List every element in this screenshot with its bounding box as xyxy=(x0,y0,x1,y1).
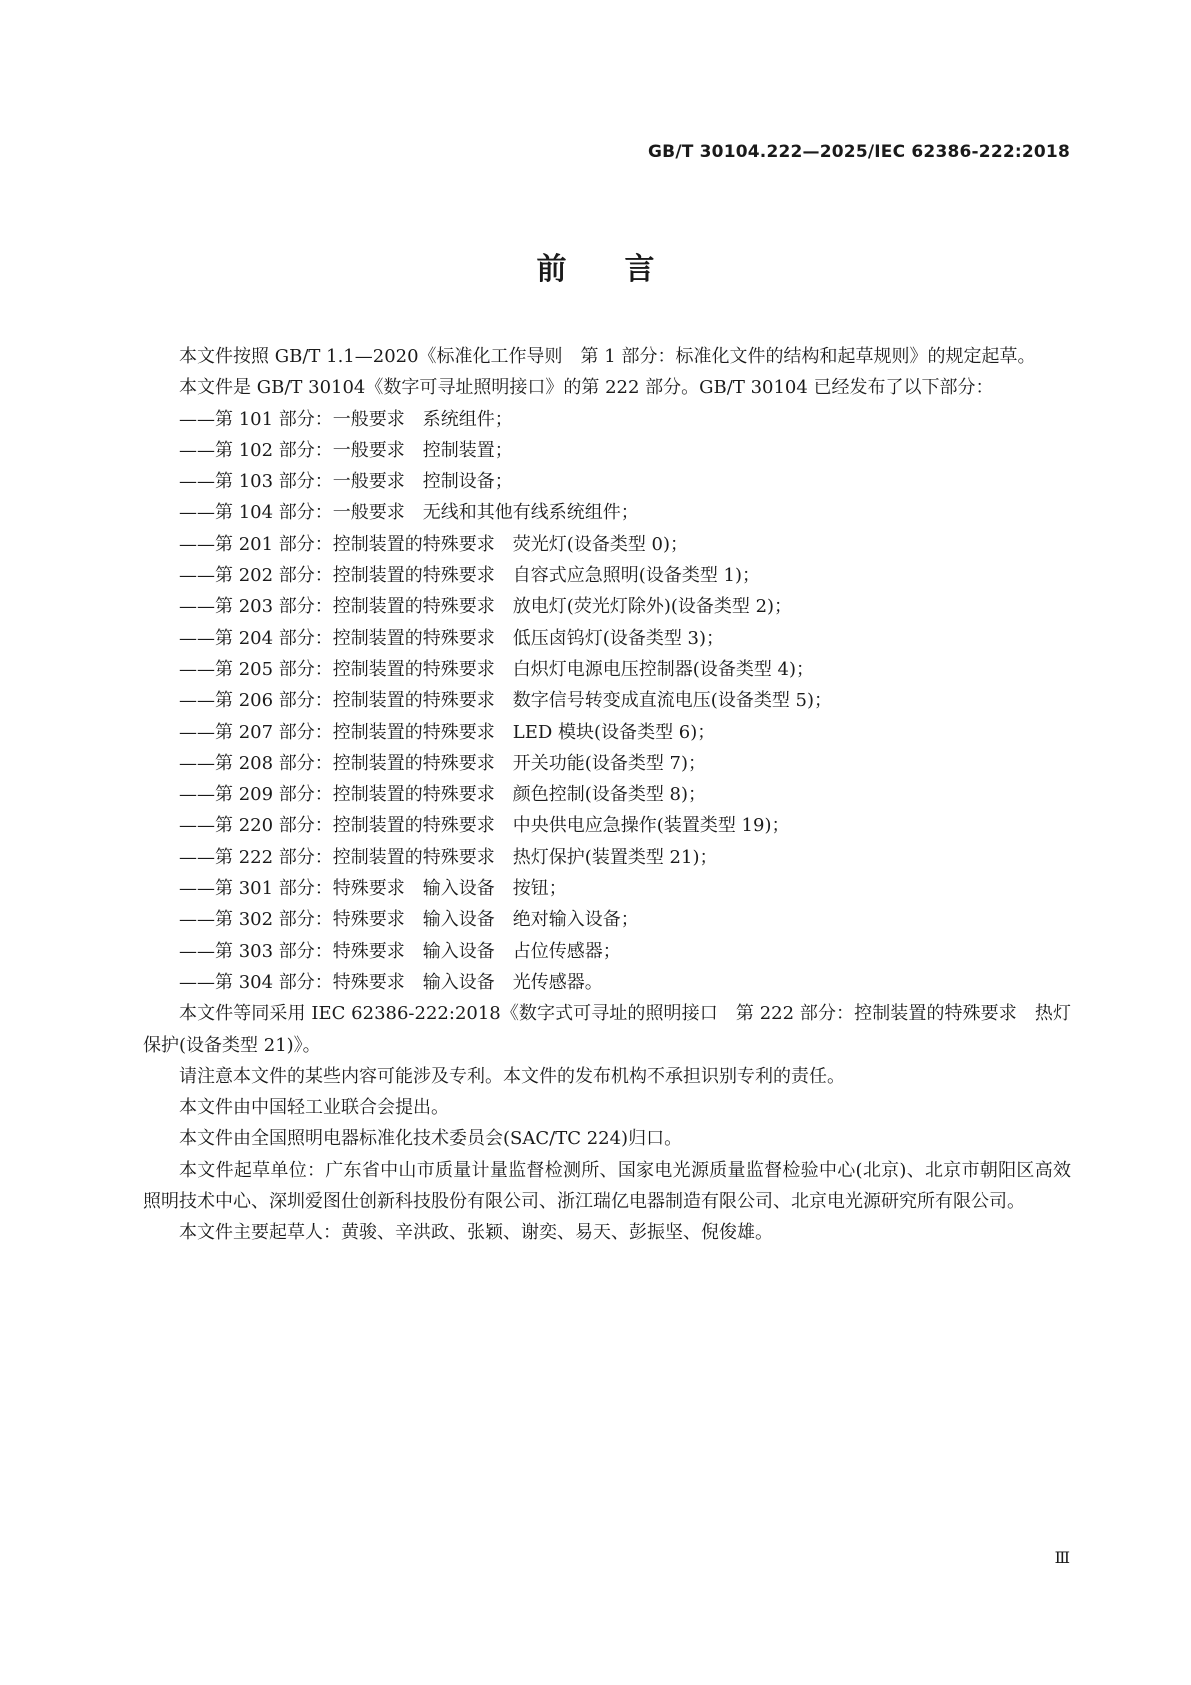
list-item: ——第 102 部分：一般要求 控制装置； xyxy=(179,439,513,461)
list-item: ——第 202 部分：控制装置的特殊要求 自容式应急照明(设备类型 1)； xyxy=(179,565,761,587)
foreword-body xyxy=(143,341,1071,1249)
list-item: ——第 206 部分：控制装置的特殊要求 数字信号转变成直流电压(设备类型 5)； xyxy=(179,690,833,712)
drafting-units-paragraph: 本文件起草单位：广东省中山市质量计量监督检测所、国家电光源质量监督检验中心(北京)、北京市朝阳区高效照明技术中心、深圳爱图仕创新科技股份有限公司、浙江瑞亿电器制造有限公司、北京电光源研究所有限公司。 xyxy=(143,1159,1071,1213)
page-title: 前言 xyxy=(536,252,713,287)
list-item: ——第 301 部分：特殊要求 输入设备 按钮； xyxy=(179,878,567,900)
list-item: ——第 104 部分：一般要求 无线和其他有线系统组件； xyxy=(179,502,639,524)
list-item: ——第 207 部分：控制装置的特殊要求 LED 模块(设备类型 6)； xyxy=(179,721,716,743)
drafters-paragraph: 本文件主要起草人：黄骏、辛洪政、张颖、谢奕、易天、彭振坚、倪俊雄。 xyxy=(179,1222,773,1244)
list-item: ——第 201 部分：控制装置的特殊要求 荧光灯(设备类型 0)； xyxy=(179,533,689,555)
list-item: ——第 302 部分：特殊要求 输入设备 绝对输入设备； xyxy=(179,909,639,931)
list-item: ——第 101 部分：一般要求 系统组件； xyxy=(179,408,513,430)
proposer-paragraph: 本文件由中国轻工业联合会提出。 xyxy=(179,1097,449,1119)
page-number: Ⅲ xyxy=(1054,1548,1070,1567)
list-item: ——第 303 部分：特殊要求 输入设备 占位传感器； xyxy=(179,940,621,962)
patent-notice: 请注意本文件的某些内容可能涉及专利。本文件的发布机构不承担识别专利的责任。 xyxy=(179,1065,845,1087)
list-item: ——第 205 部分：控制装置的特殊要求 白炽灯电源电压控制器(设备类型 4)； xyxy=(179,658,815,680)
list-item: ——第 208 部分：控制装置的特殊要求 开关功能(设备类型 7)； xyxy=(179,752,707,774)
list-item: ——第 203 部分：控制装置的特殊要求 放电灯(荧光灯除外)(设备类型 2)； xyxy=(179,596,793,618)
parts-list xyxy=(143,404,1071,999)
list-item: ——第 209 部分：控制装置的特殊要求 颜色控制(设备类型 8)； xyxy=(179,784,707,806)
list-item: ——第 222 部分：控制装置的特殊要求 热灯保护(装置类型 21)； xyxy=(179,846,718,868)
list-item: ——第 304 部分：特殊要求 输入设备 光传感器。 xyxy=(179,971,603,993)
adoption-paragraph: 本文件等同采用 IEC 62386-222:2018《数字式可寻址的照明接口 第 222 部分：控制装置的特殊要求 热灯保护(设备类型 21)》。 xyxy=(143,1003,1071,1056)
list-item: ——第 204 部分：控制装置的特殊要求 低压卤钨灯(设备类型 3)； xyxy=(179,627,725,649)
committee-paragraph: 本文件由全国照明电器标准化技术委员会(SAC/TC 224)归口。 xyxy=(179,1128,683,1150)
list-item: ——第 220 部分：控制装置的特殊要求 中央供电应急操作(装置类型 19)； xyxy=(179,815,790,837)
standard-number: GB/T 30104.222—2025/IEC 62386-222:2018 xyxy=(648,142,1070,162)
list-item: ——第 103 部分：一般要求 控制设备； xyxy=(179,471,513,493)
intro-paragraph: 本文件是 GB/T 30104《数字可寻址照明接口》的第 222 部分。GB/T 30104 已经发布了以下部分： xyxy=(179,377,994,399)
intro-paragraph: 本文件按照 GB/T 1.1—2020《标准化工作导则 第 1 部分：标准化文件的结构和起草规则》的规定起草。 xyxy=(179,346,1036,367)
